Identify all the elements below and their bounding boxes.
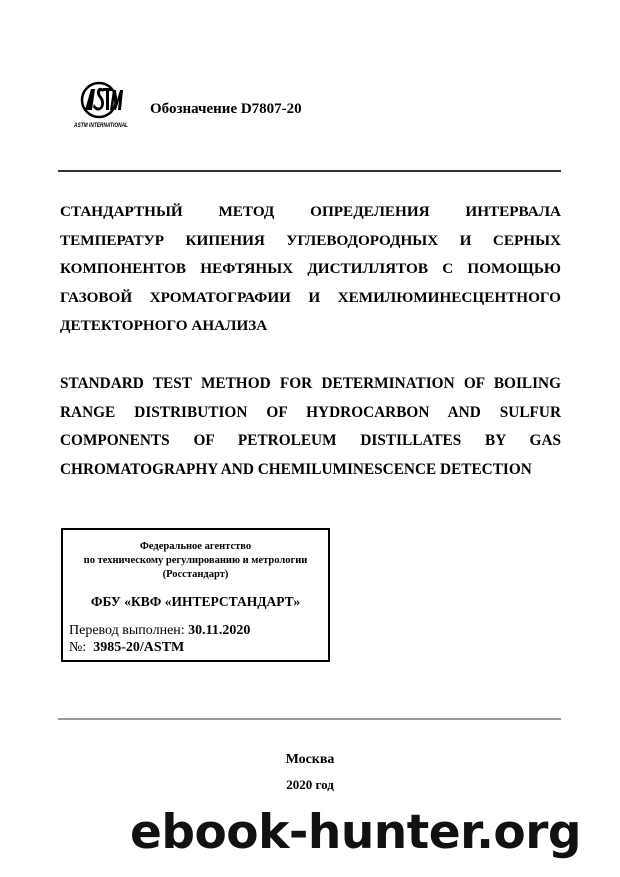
title-russian: СТАНДАРТНЫЙ МЕТОД ОПРЕДЕЛЕНИЯ ИНТЕРВАЛА ТЕМПЕРАТУР КИПЕНИЯ УГЛЕВОДОРОДНЫХ И СЕРНЫХ КОМПОНЕНТОВ НЕФТЯНЫХ ДИСТИЛЛЯТОВ С ПОМОЩЬЮ ГАЗОВОЙ ХРОМАТОГРАФИИ И ХЕМИЛЮМИНЕСЦЕНТНОГО ДЕТЕКТОРНОГО АНАЛИЗА (60, 203, 561, 335)
translation-number-line (69, 639, 328, 656)
translation-stamp (61, 528, 330, 662)
translation-date-line (69, 622, 328, 639)
astm-logo-text: ASTM INTERNATIONAL (73, 123, 129, 129)
agency-line-2: по техническому регулированию и метрологии (83, 555, 308, 566)
agency-line-3: (Росстандарт) (162, 569, 229, 580)
agency-line-1: Федеральное агентство (139, 541, 252, 552)
watermark-text: ebook-hunter.org (130, 805, 582, 860)
astm-logo-icon (72, 80, 130, 130)
agency-block (63, 540, 328, 582)
translation-number-label: №: (69, 640, 87, 655)
document-designation: Обозначение D7807-20 (150, 101, 302, 117)
translation-date-value: 30.11.2020 (188, 623, 251, 638)
title-english: STANDARD TEST METHOD FOR DETERMINATION OF BOILING RANGE DISTRIBUTION OF HYDROCARBON AND SULFUR COMPONENTS OF PETROLEUM DISTILLATES BY GAS CHROMATOGRAPHY AND CHEMILUMINESCENCE DETECTION (60, 375, 561, 478)
top-divider (58, 170, 561, 172)
publication-city: Москва (285, 752, 335, 767)
translation-number-value: 3985-20/ASTM (93, 640, 185, 655)
publication-year: 2020 год (286, 777, 334, 792)
translation-date-label: Перевод выполнен: (69, 623, 185, 638)
organization-name: ФБУ «КВФ «ИНТЕРСТАНДАРТ» (90, 594, 301, 609)
bottom-divider (58, 718, 561, 720)
